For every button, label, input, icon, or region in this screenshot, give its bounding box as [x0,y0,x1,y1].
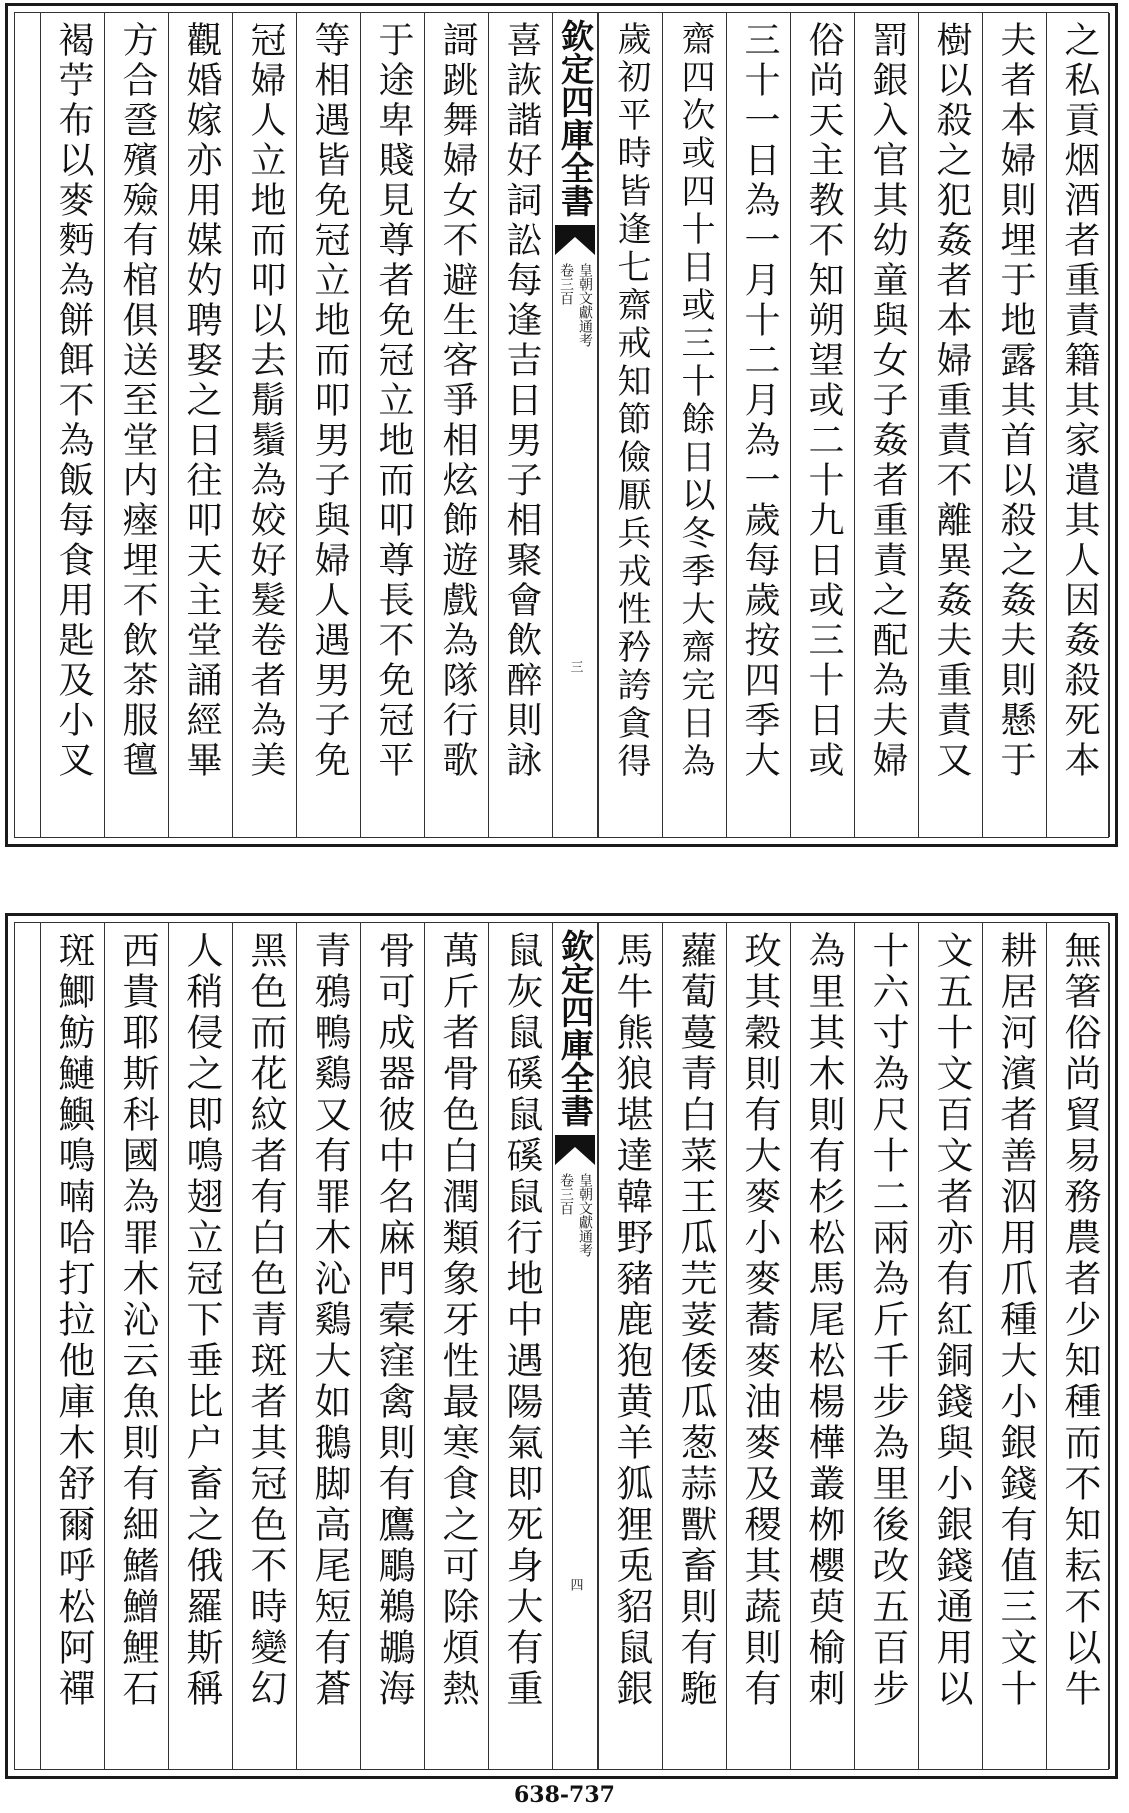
text-column [1046,923,1110,1769]
book-title: 欽定四庫全書 [556,19,595,217]
column-text: 無箸俗尚貿易務農者少知種而不知耘不以牛 [1058,931,1101,1710]
text-column [296,13,360,837]
text-column [296,923,360,1769]
text-column [662,13,726,837]
text-column [488,923,552,1769]
column-text: 鼠灰鼠磎鼠磎鼠行地中遇陽氣即死身大有重 [500,931,543,1710]
column-text: 為里其木則有杉松馬尾松楊樺叢栁櫻萸榆刺 [802,931,845,1710]
column-text: 罰銀入官其幼童與女子姦者重責之配為夫婦 [867,21,908,781]
column-text: 方合巹殯殮有棺俱送至堂内瘞埋不飲茶服氊 [117,21,158,781]
column-text: 萬斤者骨色白潤類象牙性最寒食之可除煩熱 [436,931,479,1710]
fish-tail-ornament-icon [555,225,595,255]
column-text: 黑色而花紋者有白色青斑者其冠色不時變幻 [244,931,287,1710]
source-title [553,1173,597,1257]
text-column [598,923,662,1769]
text-column [854,13,918,837]
column-text: 耕居河濱者善泅用爪種大小銀錢有值三文十 [994,931,1037,1710]
text-column [360,923,424,1769]
fish-tail-ornament-icon [555,1135,595,1165]
text-column [40,923,104,1769]
text-column [424,923,488,1769]
text-column [790,13,854,837]
text-column [918,13,982,837]
column-text: 玫其穀則有大麥小麥蕎麥油麥及稷其蔬則有 [738,931,781,1710]
column-text: 之私貢烟酒者重責籍其家遣其人因姦殺死本 [1059,21,1100,781]
text-column [726,923,790,1769]
column-text: 樹以殺之犯姦者本婦重責不離異姦夫重責又 [931,21,972,781]
column-text: 俗尚天主教不知朔望或二十九日或三十日或 [803,21,844,781]
text-column [232,13,296,837]
text-column [726,13,790,837]
column-text: 文五十文百文者亦有紅銅錢與小銀錢通用以 [930,931,973,1710]
column-text: 骨可成器彼中名麻門槖窪禽則有鷹鵰鵜鶘海 [372,931,415,1710]
source-title [553,263,597,347]
column-text: 蘿蔔蔓青白菜王瓜芫荽倭瓜葱蒜獸畜則有駞 [674,931,717,1710]
column-text: 謌跳舞婦女不避生客爭相炫飾遊戲為隊行歌 [437,21,478,781]
column-text: 歲初平時皆逢七齋戒知節儉厭兵戎性矜誇貪得 [611,21,651,781]
column-text: 褐苧布以麥麪為餅餌不為飯每食用匙及小叉 [53,21,94,781]
page-number: 638-737 [514,1782,615,1808]
text-column [854,923,918,1769]
source-title-line: 皇朝文獻通考 [577,1173,593,1257]
column-text: 觀婚嫁亦用媒妁聘娶之日往叩天主堂誦經畢 [181,21,222,781]
column-text: 等相遇皆免冠立地而叩男子與婦人遇男子免 [309,21,350,781]
column-text: 夫者本婦則埋于地露其首以殺之姦夫則懸于 [995,21,1036,781]
text-column [424,13,488,837]
text-column [168,13,232,837]
text-column [982,13,1046,837]
text-column [598,13,662,837]
center-title-strip [552,923,598,1769]
text-column [1046,13,1110,837]
column-text: 西貴耶斯科國為罪木沁云魚則有細鰭鱛鯉石 [116,931,159,1710]
column-text: 馬牛熊狼堪達韓野豬鹿狍黄羊狐狸兎貂鼠銀 [610,931,653,1710]
text-column [982,923,1046,1769]
source-title-line: 卷三百 [558,263,574,305]
text-column [168,923,232,1769]
column-text: 喜詼諧好詞訟每逢吉日男子相聚會飲醉則詠 [501,21,542,781]
text-column [232,923,296,1769]
text-column [104,13,168,837]
center-title-strip [552,13,598,837]
column-text: 三十一日為一月十二月為一歲每歲按四季大 [739,21,780,781]
text-column [790,923,854,1769]
text-column [360,13,424,837]
folio-number: 三 [567,660,583,673]
text-column [104,923,168,1769]
column-text: 斑鯽魴鰱鱮鳴喃哈打拉他庫木舒爾呼松阿禪 [52,931,95,1710]
text-column [918,923,982,1769]
text-column [488,13,552,837]
column-text: 人稍侵之即鳴翅立冠下垂比户畜之俄羅斯稱 [180,931,223,1710]
column-text: 齋四次或四十日或三十餘日以冬季大齋完日為 [675,21,715,781]
column-text: 于途卑賤見尊者免冠立地而叩尊長不免冠平 [373,21,414,781]
source-title-line: 卷三百 [558,1173,574,1215]
column-text: 冠婦人立地而叩以去鬅鬚為姣好髮卷者為美 [245,21,286,781]
column-text: 十六寸為尺十二兩為斤千步為里後改五百步 [866,931,909,1710]
text-column [40,13,104,837]
book-title: 欽定四庫全書 [556,929,595,1127]
folio-number: 四 [567,1578,583,1591]
column-text: 青鴉鴨鷄又有罪木沁鷄大如鵝脚高尾短有蒼 [308,931,351,1710]
source-title-line: 皇朝文獻通考 [577,263,593,347]
text-column [662,923,726,1769]
